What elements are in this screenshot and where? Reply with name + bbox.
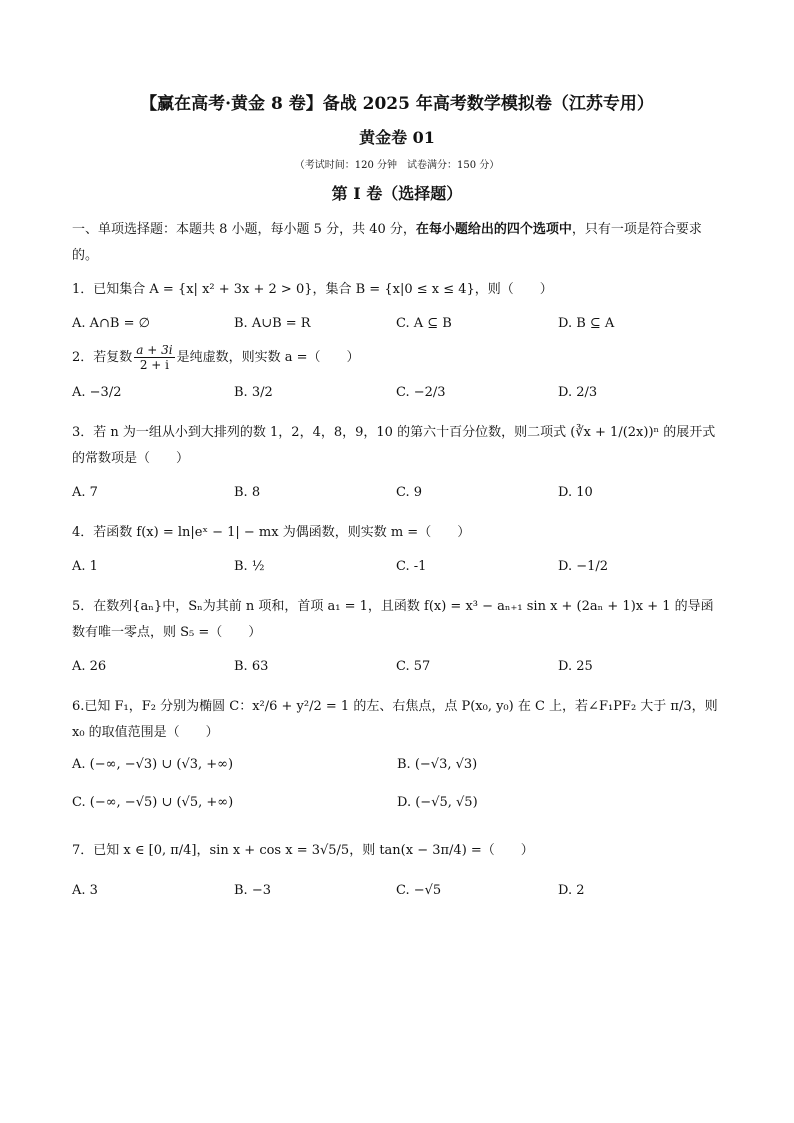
option-c: C. (−∞, −√5) ∪ (√5, +∞)	[72, 795, 234, 810]
option-c: C. 57	[396, 659, 431, 674]
question-1-options	[72, 313, 722, 335]
question-2-stem-post: 是纯虚数，则实数 a =（ ）	[176, 350, 360, 365]
section-heading-tail: ，只有一项是符合要求的。	[72, 222, 702, 263]
option-a: A. 7	[72, 485, 98, 500]
fraction-numerator: a + 3i	[136, 343, 173, 357]
question-2-stem-pre: 2．若复数	[72, 350, 133, 365]
option-c: C. A ⊆ B	[396, 316, 452, 331]
option-d: D. 2	[558, 883, 585, 898]
question-6-stem: 6.已知 F₁，F₂ 分别为椭圆 C：x²/6 + y²/2 = 1 的左、右焦点，点 P(x₀, y₀) 在 C 上，若∠F₁PF₂ 大于 π/3，则 x₀ 的取值范围是（ ）	[72, 699, 718, 740]
page-title: 【赢在高考·黄金 8 卷】备战 2025 年高考数学模拟卷（江苏专用）	[140, 94, 654, 114]
question-7-stem: 7．已知 x ∈ [0, π/4]，sin x + cos x = 3√5/5，则 tan(x − 3π/4) =（ ）	[72, 843, 534, 858]
volume-heading: 第 I 卷（选择题）	[331, 184, 463, 203]
option-d: D. −1/2	[558, 559, 609, 574]
complex-fraction	[134, 343, 174, 372]
section-instructions	[72, 217, 722, 269]
option-c: C. 9	[396, 485, 423, 500]
fraction-denominator: 2 + i	[139, 358, 170, 372]
option-d: D. B ⊆ A	[558, 316, 615, 331]
question-2-options	[72, 382, 722, 404]
option-b: B. 63	[234, 659, 269, 674]
question-1-stem: 1．已知集合 A = {x| x² + 3x + 2 > 0}，集合 B = {x|0 ≤ x ≤ 4}，则（ ）	[72, 282, 553, 297]
option-b: B. 8	[234, 485, 261, 500]
question-5-stem: 5．在数列{aₙ}中，Sₙ为其前 n 项和，首项 a₁ = 1，且函数 f(x) = x³ − aₙ₊₁ sin x + (2aₙ + 1)x + 1 的导函数有唯一零点，则 S₅ =（ ）	[72, 599, 714, 640]
option-b: B. (−√3, √3)	[397, 757, 478, 772]
option-d: D. (−√5, √5)	[397, 795, 478, 810]
option-d: D. 25	[558, 659, 593, 674]
question-6-options	[72, 754, 722, 830]
option-d: D. 10	[558, 485, 593, 500]
option-b: B. 3/2	[234, 385, 273, 400]
option-c: C. −√5	[396, 883, 442, 898]
option-a: A. 26	[72, 659, 107, 674]
option-a: A. 3	[72, 883, 98, 898]
section-heading: 一、单项选择题：本题共 8 小题，每小题 5 分，共 40 分，	[72, 222, 416, 237]
option-a: A. −3/2	[72, 385, 122, 400]
option-a: A. (−∞, −√3) ∪ (√3, +∞)	[72, 757, 234, 772]
option-a: A. 1	[72, 559, 98, 574]
option-a: A. A∩B = ∅	[72, 316, 150, 331]
option-b: B. −3	[234, 883, 271, 898]
question-2-stem	[72, 343, 722, 372]
option-b: B. ½	[234, 559, 265, 574]
option-c: C. −2/3	[396, 385, 446, 400]
question-3-stem: 3．若 n 为一组从小到大排列的数 1，2，4，8，9，10 的第六十百分位数，则二项式 (∛x + 1/(2x))ⁿ 的展开式的常数项是（ ）	[72, 425, 716, 466]
option-c: C. -1	[396, 559, 427, 574]
paper-subtitle: 黄金卷 01	[359, 128, 435, 147]
option-d: D. 2/3	[558, 385, 598, 400]
question-4-options	[72, 556, 722, 578]
question-7-options	[72, 880, 722, 902]
question-4-stem: 4．若函数 f(x) = ln|eˣ − 1| − mx 为偶函数，则实数 m =（ ）	[72, 525, 471, 540]
question-3-options	[72, 482, 722, 504]
option-b: B. A∪B = R	[234, 316, 311, 331]
section-heading-bold: 在每小题给出的四个选项中	[415, 222, 572, 237]
question-5-options	[72, 656, 722, 678]
exam-info: （考试时间：120 分钟 试卷满分：150 分）	[294, 160, 500, 171]
